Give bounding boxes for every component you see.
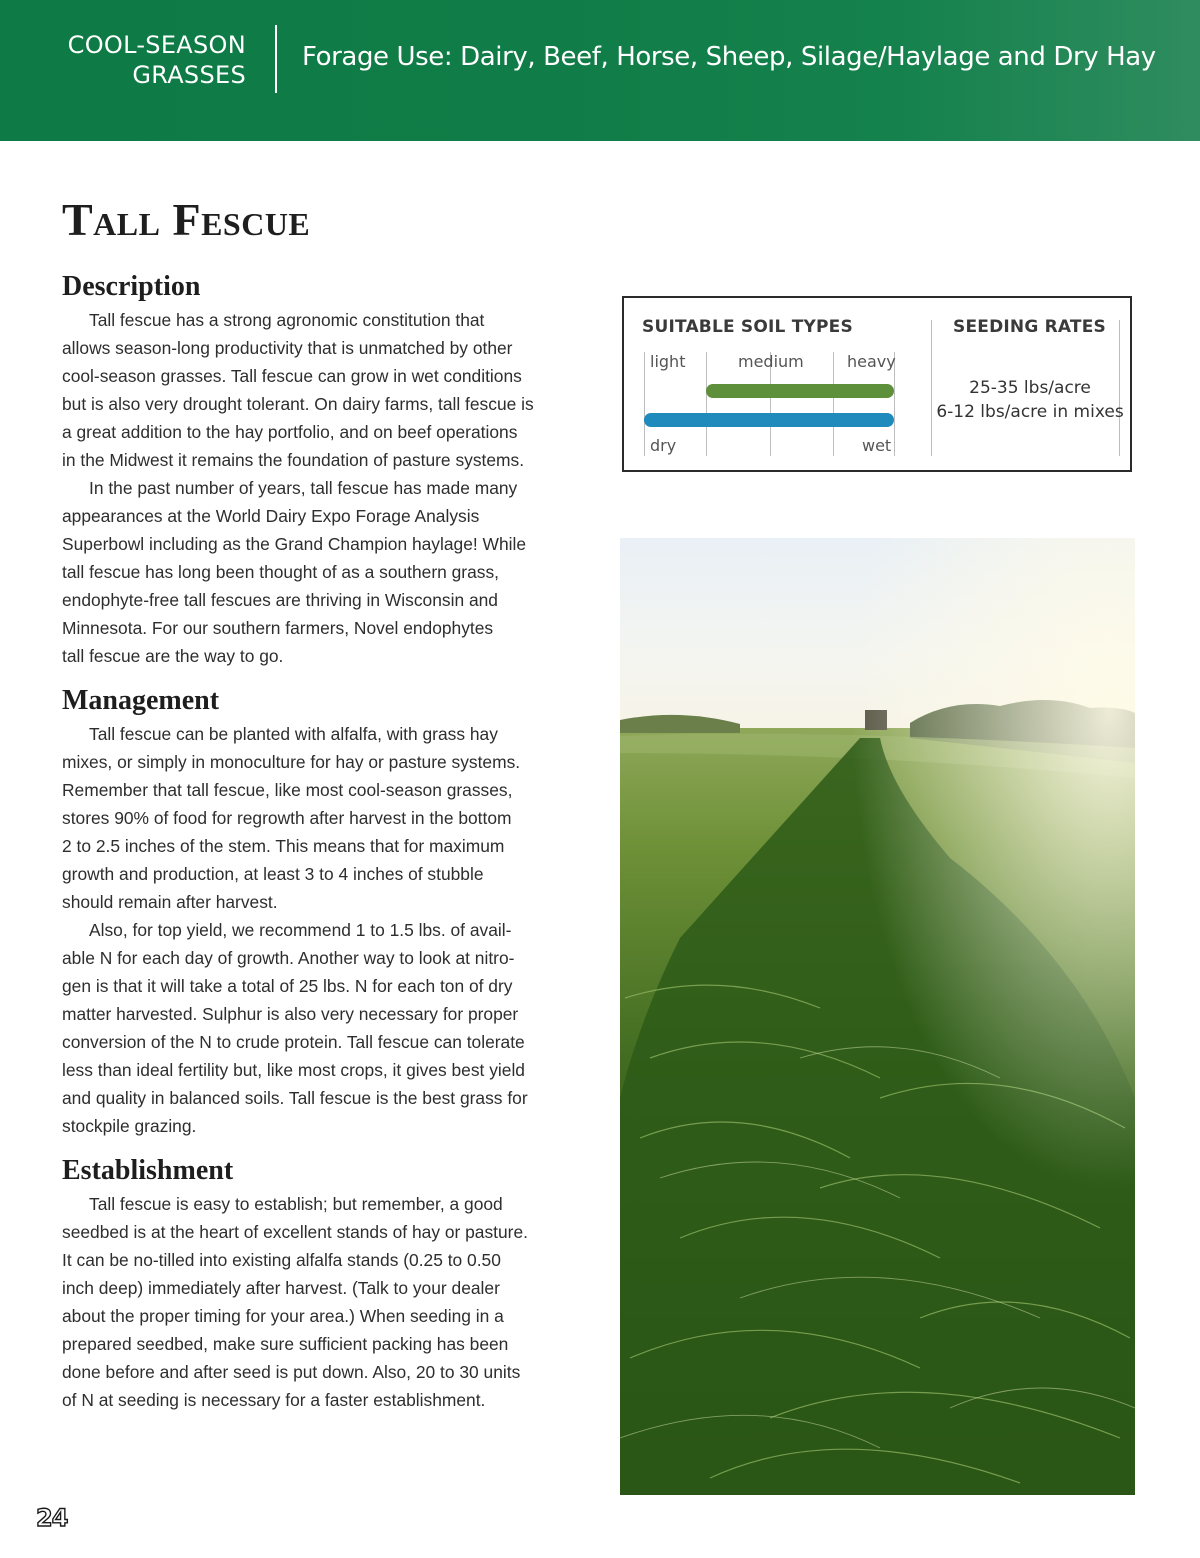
seeding-rate-mixes: 6-12 lbs/acre in mixes [936,402,1124,422]
management-paragraph-1: Tall fescue can be planted with alfalfa, with grass hay mixes, or simply in monoculture for hay or pasture systems. Remember that tall fescue, like most cool-season grasses, stores 90% of food for regrowth after harvest in the bottom 2 to 2.5 inches of the stem. This means that for maximum growth and production, at least 3 to 4 inches of stubble should remain after harvest. [62,724,521,912]
seeding-rate-pure: 25-35 lbs/acre [969,378,1091,398]
establishment-section [62,1156,582,1414]
forage-use-text: Forage Use: Dairy, Beef, Horse, Sheep, Silage/Haylage and Dry Hay [302,42,1156,72]
soil-types-heading: SUITABLE SOIL TYPES [642,317,853,337]
scale-tick [833,352,834,456]
page-title: Tall Fescue [62,194,311,245]
establishment-paragraph-1: Tall fescue is easy to establish; but remember, a good seedbed is at the heart of excellent stands of hay or pasture. It can be no-tilled into existing alfalfa stands (0.25 to 0.50 inch deep) immediately after harvest. (Talk to your dealer about the proper timing for your area.) When seeding in a prepared seedbed, make sure sufficient packing has been done before and after seed is put down. Also, 20 to 30 units of N at seeding is necessary for a faster establishment. [62,1194,528,1410]
soil-light-label: light [650,352,686,371]
soil-wet-label: wet [862,436,892,455]
establishment-heading: Establishment [62,1155,234,1186]
category-line-1: COOL-SEASON [67,31,246,59]
management-section [62,686,582,1140]
scale-tick [706,352,707,456]
scale-tick [644,352,645,456]
header-divider [275,25,277,93]
soil-texture-range-bar [706,384,894,398]
description-paragraph-2: In the past number of years, tall fescue has made many appearances at the World Dairy Expo Forage Analysis Superbowl including as the Grand Champion haylage! While tall fescue has long been thought of as a southern grass, endophyte-free tall fescues are thriving in Wisconsin and Minnesota. For our southern farmers, Novel endophytes tall fescue are the way to go. [62,478,527,666]
soil-dry-label: dry [650,436,677,455]
description-paragraph-1: Tall fescue has a strong agronomic constitution that allows season-long productivity that is unmatched by other cool-season grasses. Tall fescue can grow in wet conditions but is also very drought tolerant. On dairy farms, tall fescue is a great addition to the hay portfolio, and on beef operations in the Midwest it remains the foundation of pasture systems. [62,310,534,470]
header-banner [0,0,1200,141]
category-line-2: GRASSES [132,61,246,89]
page-number: 24 [36,1504,68,1532]
management-paragraph-2: Also, for top yield, we recommend 1 to 1.5 lbs. of avail- able N for each day of growth. Another way to look at nitro- gen is that it will take a total of 25 lbs. N for each ton of dry matter harvested. Sulphur is also very necessary for proper conversion of the N to crude protein. Tall fescue can tolerate less than ideal fertility but, like most crops, it gives best yield and quality in balanced soils. Tall fescue is the best grass for stockpile grazing. [62,920,528,1136]
description-section [62,272,582,670]
seeding-rates-heading: SEEDING RATES [953,317,1106,337]
soil-heavy-label: heavy [847,352,896,371]
soil-and-seeding-box [622,296,1132,472]
grass-field-photo [620,538,1135,1495]
grass-windrow-image [620,538,1135,1495]
category-label [26,30,246,90]
soil-medium-label: medium [738,352,804,371]
management-heading: Management [62,685,220,716]
soil-moisture-range-bar [644,413,894,427]
description-heading: Description [62,271,201,302]
